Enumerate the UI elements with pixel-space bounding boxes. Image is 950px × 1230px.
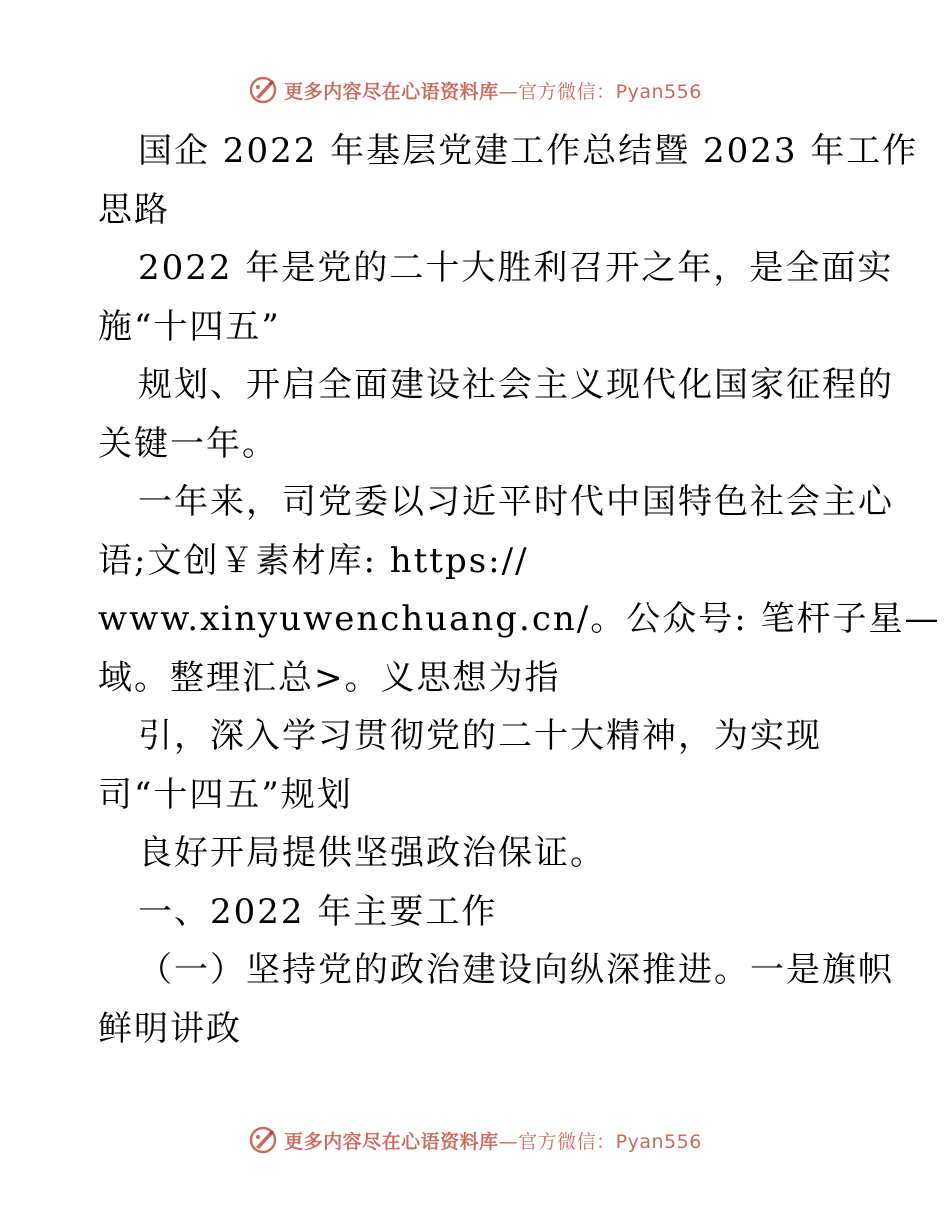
paragraph-line: 关键一年。 — [98, 423, 278, 464]
section-heading: 一、2022 年主要工作 — [138, 891, 498, 932]
paragraph-line: www.xinyuwenchuang.cn/。公众号: 笔杆子星— — [98, 599, 941, 639]
paragraph-line: 2022 年是党的二十大胜利召开之年，是全面实 — [138, 248, 894, 288]
title-line-1: 国企 2022 年基层党建工作总结暨 2023 年工作 — [138, 131, 919, 171]
document-body — [98, 122, 941, 1058]
watermark-contact: 官方微信：Pyan556 — [518, 1130, 702, 1153]
paragraph-line: 规划、开启全面建设社会主义现代化国家征程的 — [138, 365, 894, 405]
watermark-text — [284, 1127, 702, 1154]
paragraph-line: 良好开局提供坚强政治保证。 — [138, 833, 606, 873]
watermark-separator: — — [498, 1130, 519, 1153]
paragraph-line: 施“十四五” — [98, 306, 281, 347]
quill-pen-circle-icon — [248, 1125, 278, 1155]
paragraph-line: 域。整理汇总>。义思想为指 — [98, 657, 561, 698]
paragraph-line: 一年来，司党委以习近平时代中国特色社会主心 — [138, 482, 894, 522]
quill-pen-circle-icon — [248, 75, 278, 105]
watermark-separator: — — [498, 80, 519, 103]
subsection-line: （一）坚持党的政治建设向纵深推进。一是旗帜 — [138, 950, 894, 990]
header-watermark — [0, 70, 950, 110]
watermark-contact: 官方微信：Pyan556 — [518, 80, 702, 103]
paragraph-line: 鲜明讲政 — [98, 1008, 242, 1049]
paragraph-line: 语;文创￥素材库: https:// — [98, 540, 529, 581]
title-line-2: 思路 — [98, 189, 170, 230]
watermark-brand: 更多内容尽在心语资料库 — [284, 1130, 499, 1153]
watermark-text — [284, 77, 702, 104]
watermark-brand: 更多内容尽在心语资料库 — [284, 80, 499, 103]
paragraph-line: 司“十四五”规划 — [98, 774, 353, 815]
paragraph-line: 引，深入学习贯彻党的二十大精神，为实现 — [138, 716, 822, 756]
footer-watermark — [0, 1120, 950, 1160]
